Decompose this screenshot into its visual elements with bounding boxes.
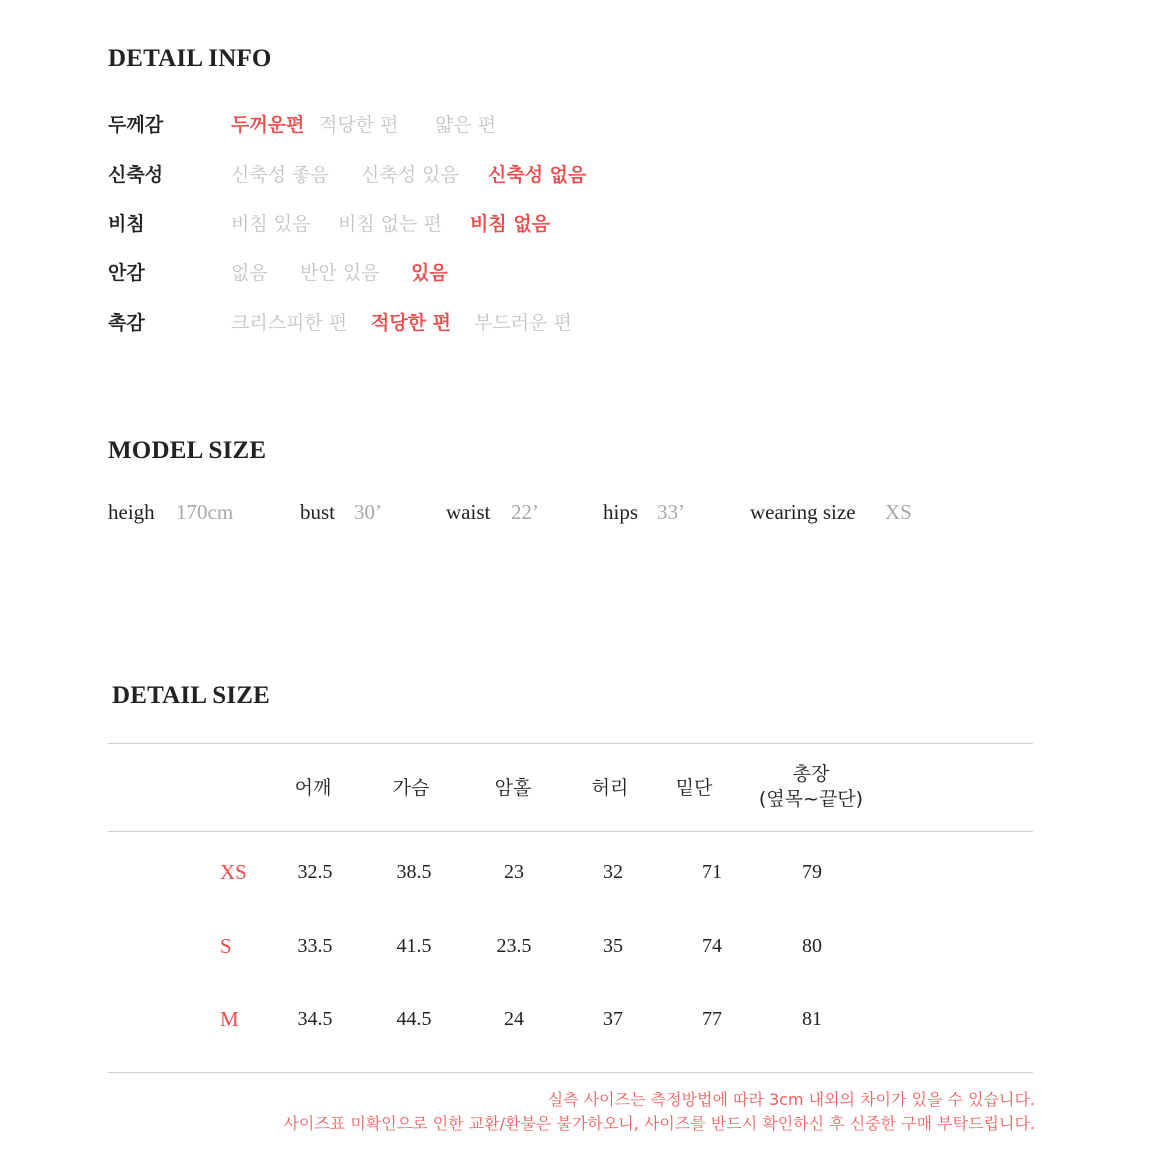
info-option: 반안 있음 — [300, 262, 380, 284]
info-row-stretch — [108, 160, 808, 190]
info-option: 신축성 있음 — [361, 164, 459, 186]
info-row-texture — [108, 308, 808, 338]
table-top-rule — [108, 743, 1033, 744]
model-wearing-size-label: wearing size — [750, 500, 856, 524]
model-size-title: MODEL SIZE — [108, 437, 267, 464]
table-cell: 81 — [802, 1008, 822, 1030]
table-cell: 35 — [603, 935, 623, 957]
model-waist-label: waist — [446, 500, 491, 524]
table-cell: 32.5 — [297, 861, 333, 883]
header-total-length: 총장 (옆목~끝단) — [758, 763, 864, 810]
exchange-policy-note: 사이즈표 미확인으로 인한 교환/환불은 불가하오니, 사이즈를 반드시 확인하신 후 신중한 구매 부탁드립니다. — [283, 1114, 1035, 1133]
header-waist: 허리 — [591, 777, 629, 799]
table-cell: 23.5 — [496, 935, 532, 957]
info-option: 부드러운 편 — [474, 312, 572, 334]
model-bust-value: 30’ — [354, 500, 382, 524]
table-cell: 37 — [603, 1008, 623, 1030]
table-cell: 44.5 — [396, 1008, 432, 1030]
header-hem: 밑단 — [675, 777, 713, 799]
model-size-row — [108, 500, 1008, 530]
model-hips-value: 33’ — [657, 500, 685, 524]
model-height-label: heigh — [108, 500, 155, 524]
model-bust-label: bust — [300, 500, 336, 524]
table-cell: 38.5 — [396, 861, 432, 883]
info-label: 비침 — [108, 213, 145, 235]
info-row-sheerness — [108, 209, 808, 239]
detail-size-title: DETAIL SIZE — [112, 682, 271, 709]
table-cell: 24 — [504, 1008, 524, 1030]
info-option: 없음 — [231, 262, 268, 284]
info-option: 신축성 좋음 — [231, 164, 329, 186]
table-cell: 71 — [702, 861, 722, 883]
info-option: 적당한 편 — [371, 312, 452, 334]
info-option: 얇은 편 — [435, 114, 497, 136]
header-chest: 가슴 — [392, 777, 430, 799]
info-row-lining — [108, 258, 808, 288]
info-option: 있음 — [411, 262, 448, 284]
info-option: 크리스피한 편 — [231, 312, 348, 334]
size-label: M — [220, 1007, 239, 1031]
size-label: S — [220, 934, 232, 958]
measurement-note: 실측 사이즈는 측정방법에 따라 3cm 내외의 차이가 있을 수 있습니다. — [547, 1090, 1035, 1109]
info-label: 촉감 — [108, 312, 145, 334]
info-option: 비침 있음 — [231, 213, 311, 235]
info-option: 비침 없는 편 — [338, 213, 442, 235]
model-wearing-size-value: XS — [885, 500, 912, 524]
info-option: 적당한 편 — [319, 114, 399, 136]
table-cell: 34.5 — [297, 1008, 333, 1030]
model-height-value: 170cm — [176, 500, 234, 524]
info-option: 신축성 없음 — [488, 164, 587, 186]
table-cell: 41.5 — [396, 935, 432, 957]
size-label: XS — [220, 860, 247, 884]
model-waist-value: 22’ — [511, 500, 539, 524]
table-bottom-rule — [108, 1072, 1033, 1073]
table-cell: 74 — [702, 935, 722, 957]
info-row-thickness — [108, 110, 808, 140]
table-cell: 23 — [504, 861, 524, 883]
table-cell: 77 — [702, 1008, 722, 1030]
table-cell: 33.5 — [297, 935, 333, 957]
model-hips-label: hips — [603, 500, 639, 524]
info-label: 신축성 — [108, 164, 164, 186]
table-cell: 32 — [603, 861, 623, 883]
info-label: 두께감 — [108, 114, 164, 136]
info-label: 안감 — [108, 262, 145, 284]
table-cell: 80 — [802, 935, 822, 957]
detail-info-title: DETAIL INFO — [108, 45, 272, 72]
table-header-rule — [108, 831, 1033, 832]
table-cell: 79 — [802, 861, 822, 883]
header-armhole: 암홀 — [494, 777, 532, 799]
info-option: 비침 없음 — [470, 213, 551, 235]
header-shoulder: 어깨 — [294, 777, 332, 799]
info-option: 두꺼운편 — [231, 114, 305, 136]
